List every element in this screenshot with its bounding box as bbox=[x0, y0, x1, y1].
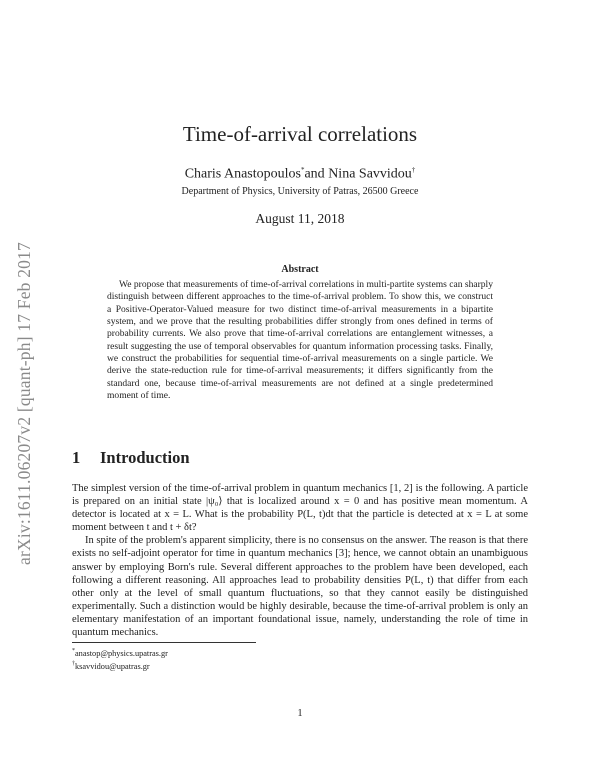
abstract-heading: Abstract bbox=[281, 264, 319, 275]
footnotes bbox=[72, 646, 168, 673]
footnote-mark: † bbox=[72, 661, 75, 668]
arxiv-identifier-stamp: arXiv:1611.06207v2 [quant-ph] 17 Feb 2017 bbox=[14, 242, 34, 565]
footnote-rule bbox=[72, 642, 256, 643]
section-heading bbox=[72, 448, 190, 468]
author-name: Charis Anastopoulos bbox=[184, 166, 301, 182]
paragraph: In spite of the problem's apparent simplicity, there is no consensus on the answer. The reason is that there exists no self-adjoint operator for time in quantum mechanics [3]; hence, we cannot obtain an unambiguous answer by employing Born's rule. Several different approaches to the problem have been developed, each following a different reasoning. All approaches lead to probability densities P(L, t) that differ from each other only at the level of small quantum fluctuations, so that they cannot easily be distinguished experimentally. Such a distinction would be highly desirable, because the time-of-arrival problem is only an elementary manifestation of an important foundational issue, namely, understanding the role of time in quantum mechanics. bbox=[72, 535, 528, 639]
body-text bbox=[72, 482, 528, 639]
footnote-mark: * bbox=[72, 648, 75, 654]
author-conjunction: and bbox=[304, 166, 329, 182]
paragraph: The simplest version of the time-of-arrival problem in quantum mechanics [1, 2] is the following. A particle is prepared on an initial state |ψ₀⟩ that is localized around x = 0 and has positive mean momentum. A detector is located at x = L. What is the probability P(L, t)dt that the particle is detected at x = L at some moment between t and t + δt? bbox=[72, 483, 528, 534]
footnote-email: anastop@physics.upatras.gr bbox=[75, 648, 168, 658]
paper-date: August 11, 2018 bbox=[255, 211, 345, 226]
paper-title: Time-of-arrival correlations bbox=[182, 122, 418, 146]
footnote-mark: † bbox=[411, 166, 416, 174]
footnote bbox=[72, 646, 168, 659]
author-line bbox=[0, 166, 600, 183]
footnote bbox=[72, 659, 168, 672]
page-number: 1 bbox=[297, 708, 303, 719]
author-name: Nina Savvidou bbox=[328, 166, 412, 182]
footnote-email: ksavvidou@upatras.gr bbox=[75, 662, 150, 672]
abstract-text: We propose that measurements of time-of-arrival correlations in multi-partite systems can sharply distinguish between different approaches to the time-of-arrival problem. To show this, we construct a Positive-Operator-Valued measure for two distinct time-of-arrival measurements in a bipartite system, and we prove that the resulting probabilities differ strongly from ones defined in terms of probability currents. We also prove that time-of-arrival correlations are entanglement witnesses, a result suggesting the use of temporal observables for quantum information processing tasks. Finally, we construct the probabilities for sequential time-of-arrival measurements on a single particle. We derive the state-reduction rule for time-of-arrival measurements; it differs significantly from the standard one, because time-of-arrival measurements are not defined at a single predetermined moment of time. bbox=[107, 279, 493, 402]
affiliation: Department of Physics, University of Patras, 26500 Greece bbox=[181, 186, 419, 197]
footnote-mark: * bbox=[300, 166, 305, 174]
section-title: Introduction bbox=[100, 448, 190, 467]
section-number: 1 bbox=[72, 448, 81, 467]
